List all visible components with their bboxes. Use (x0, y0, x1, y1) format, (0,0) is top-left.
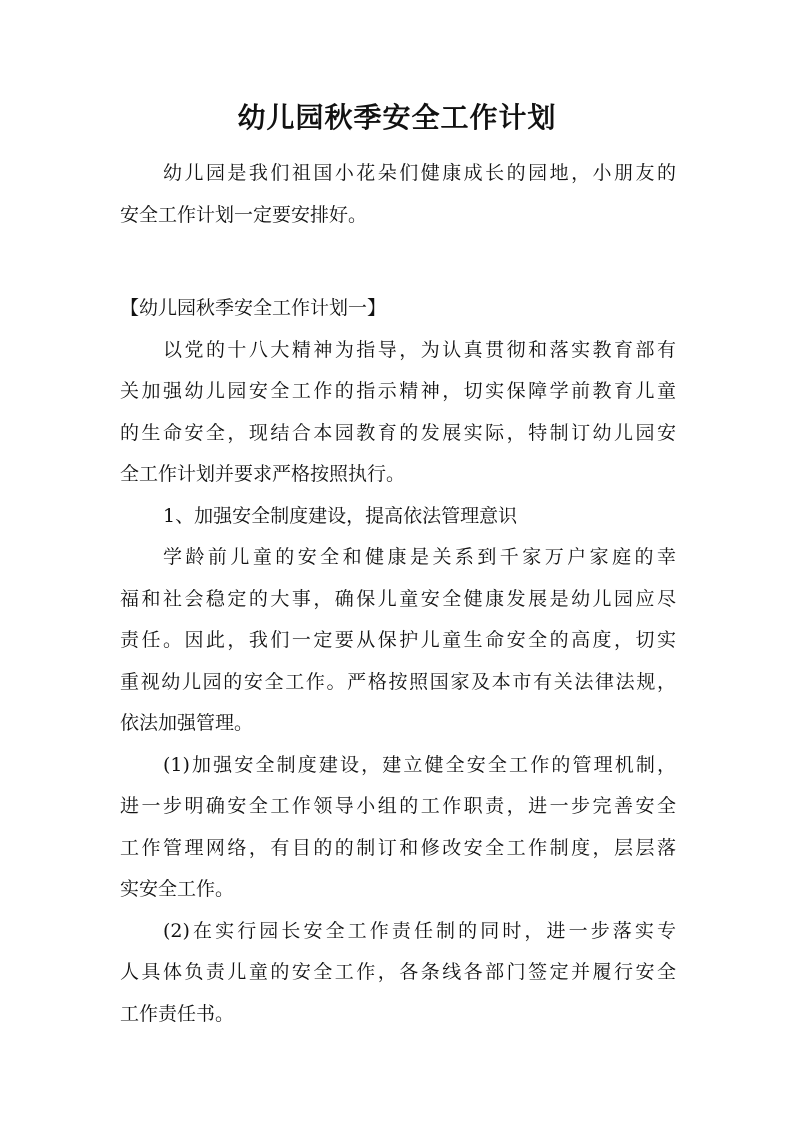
document-body (120, 153, 676, 1035)
paragraph-line: 学龄前儿童的安全和健康是关系到千家万户家庭的幸 (163, 546, 676, 568)
paragraph-line: 关加强幼儿园安全工作的指示精神，切实保障学前教育儿童 (120, 380, 676, 402)
paragraph-1 (120, 330, 676, 496)
paragraph-4 (120, 911, 676, 1036)
paragraph-line: 进一步明确安全工作领导小组的工作职责，进一步完善安全 (120, 795, 676, 817)
paragraph-line: (2)在实行园长安全工作责任制的同时，进一步落实专 (163, 919, 676, 942)
document-title: 幼儿园秋季安全工作计划 (237, 101, 557, 134)
section-heading: 【幼儿园秋季安全工作计划一】 (120, 297, 387, 319)
paragraph-2 (120, 537, 676, 745)
paragraph-line: (1)加强安全制度建设，建立健全安全工作的管理机制， (163, 753, 676, 776)
paragraph-line: 安全工作计划一定要安排好。 (120, 203, 368, 226)
paragraph-line: 实安全工作。 (120, 878, 235, 900)
paragraph-line: 以党的十八大精神为指导，为认真贯彻和落实教育部有 (163, 338, 676, 361)
paragraph-line: 人具体负责儿童的安全工作，各条线各部门签定并履行安全 (120, 961, 676, 983)
paragraph-line: 幼儿园是我们祖国小花朵们健康成长的园地，小朋友的 (163, 162, 676, 184)
paragraph-line: 福和社会稳定的大事，确保儿童安全健康发展是幼儿园应尽 (120, 587, 676, 610)
paragraph-line: 工作管理网络，有目的的制订和修改安全工作制度，层层落 (120, 836, 676, 859)
paragraph-spacer (120, 236, 676, 288)
intro-paragraph (120, 153, 676, 236)
paragraph-line: 的生命安全，现结合本园教育的发展实际，特制订幼儿园安 (120, 421, 676, 444)
paragraph-line: 重视幼儿园的安全工作。严格按照国家及本市有关法律法规， (120, 670, 676, 693)
paragraph-3 (120, 745, 676, 911)
paragraph-line: 全工作计划并要求严格按照执行。 (120, 463, 406, 485)
item-1-heading: 1、加强安全制度建设，提高依法管理意识 (163, 504, 518, 527)
paragraph-line: 责任。因此，我们一定要从保护儿童生命安全的高度，切实 (120, 629, 676, 651)
paragraph-line: 依法加强管理。 (120, 712, 254, 734)
paragraph-line: 工作责任书。 (120, 1002, 235, 1025)
